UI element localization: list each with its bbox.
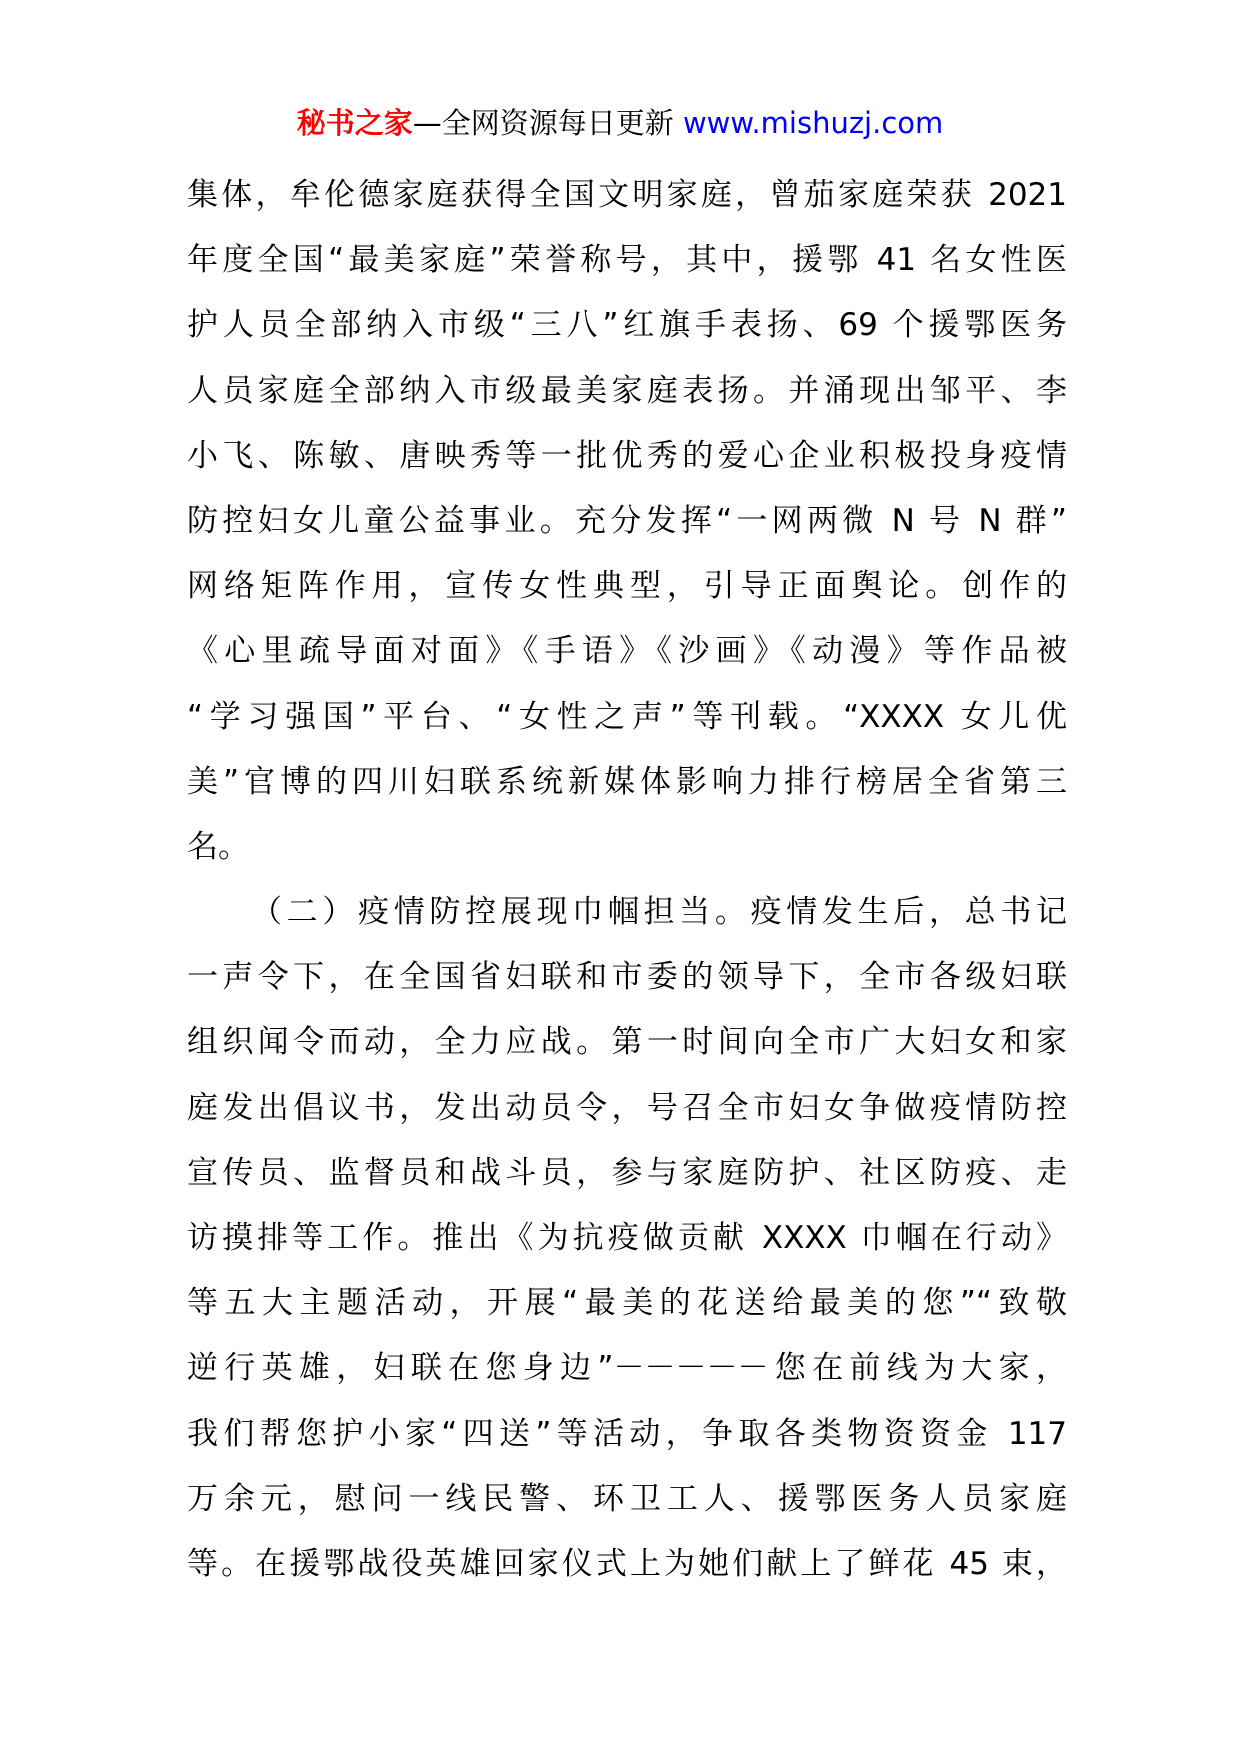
text-line: “学习强国”平台、“女性之声”等刊载。“XXXX 女儿优 — [187, 698, 1067, 735]
text-line: 一声令下，在全国省妇联和市委的领导下，全市各级妇联 — [187, 959, 1067, 996]
text-line: 访摸排等工作。推出《为抗疫做贡献 XXXX 巾帼在行动》 — [187, 1220, 1067, 1256]
text-line: 名。 — [187, 828, 249, 865]
text-line: 《心里疏导面对面》《手语》《沙画》《动漫》等作品被 — [187, 633, 1067, 670]
site-url-link[interactable]: www.mishuzj.com — [682, 106, 944, 140]
text-line: 护人员全部纳入市级“三八”红旗手表扬、69 个援鄂医务 — [187, 307, 1067, 344]
text-line: 我们帮您护小家“四送”等活动，争取各类物资资金 117 — [187, 1415, 1067, 1452]
section-heading-line: （二）疫情防控展现巾帼担当。疫情发生后，总书记 — [251, 894, 1067, 931]
text-line: 集体，牟伦德家庭获得全国文明家庭，曾茄家庭荣获 2021 — [187, 177, 1067, 213]
site-brand: 秘书之家 — [296, 106, 413, 140]
document-body — [187, 163, 1067, 1597]
text-line: 组织闻令而动，全力应战。第一时间向全市广大妇女和家 — [187, 1024, 1067, 1061]
text-line: 万余元，慰问一线民警、环卫工人、援鄂医务人员家庭 — [187, 1480, 1067, 1517]
text-line: 逆行英雄，妇联在您身边”－－－－－您在前线为大家， — [187, 1350, 1067, 1387]
text-line: 年度全国“最美家庭”荣誉称号，其中，援鄂 41 名女性医 — [187, 242, 1067, 279]
text-line: 等五大主题活动，开展“最美的花送给最美的您”“致敬 — [187, 1285, 1067, 1322]
text-line: 网络矩阵作用，宣传女性典型，引导正面舆论。创作的 — [187, 568, 1067, 605]
site-header — [0, 100, 1240, 146]
text-line: 宣传员、监督员和战斗员，参与家庭防护、社区防疫、走 — [187, 1154, 1067, 1191]
text-line: 小飞、陈敏、唐映秀等一批优秀的爱心企业积极投身疫情 — [187, 437, 1067, 474]
text-line: 美”官博的四川妇联系统新媒体影响力排行榜居全省第三 — [187, 763, 1067, 800]
site-tagline: —全网资源每日更新 — [412, 106, 674, 140]
text-line: 防控妇女儿童公益事业。充分发挥“一网两微 N 号 N 群” — [187, 502, 1067, 539]
text-line: 庭发出倡议书，发出动员令，号召全市妇女争做疫情防控 — [187, 1089, 1067, 1126]
text-line: 等。在援鄂战役英雄回家仪式上为她们献上了鲜花 45 束， — [187, 1545, 1067, 1582]
text-line: 人员家庭全部纳入市级最美家庭表扬。并涌现出邹平、李 — [187, 372, 1067, 409]
